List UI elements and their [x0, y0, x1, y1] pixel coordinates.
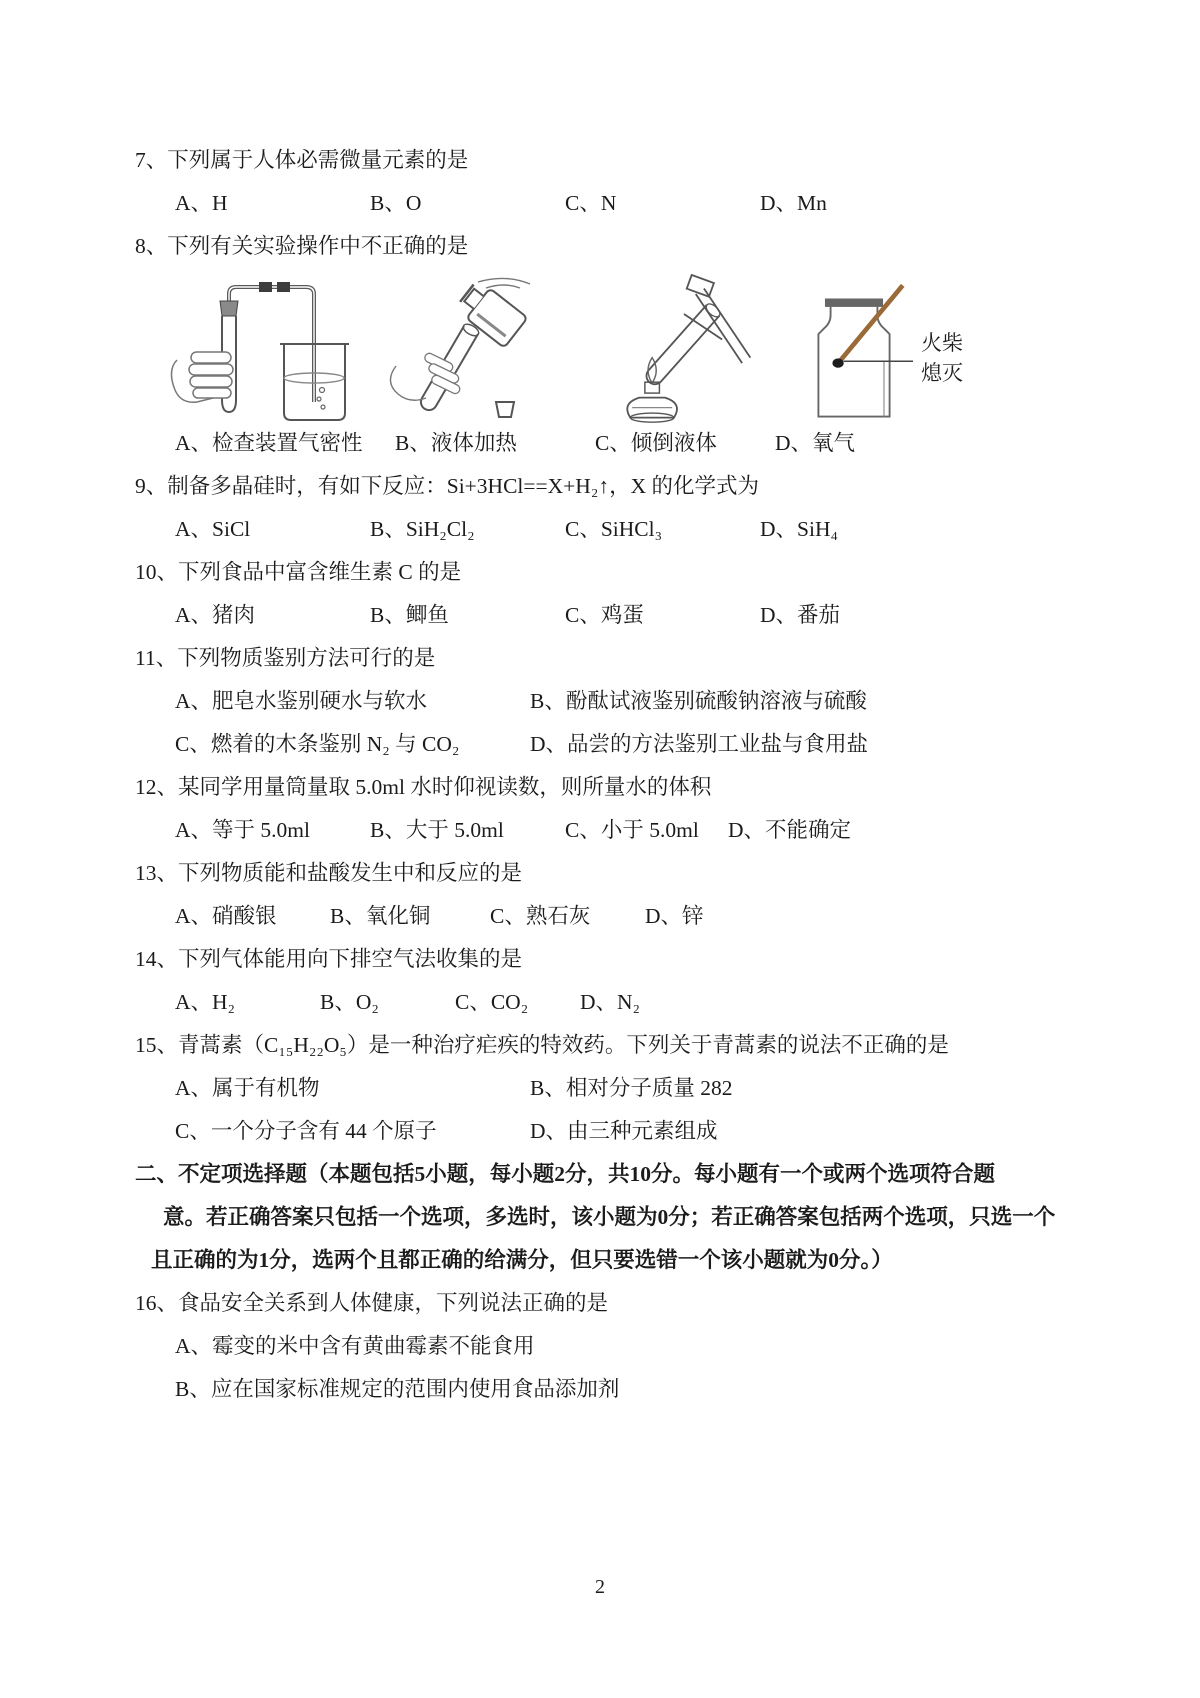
q15-options-row-1 — [135, 1073, 1075, 1103]
q12-option-c: C、小于 5.0ml — [565, 818, 699, 842]
q11-option-a: A、肥皂水鉴别硬水与软水 — [175, 689, 428, 713]
q8-figure-label-d: D、氧气 — [775, 431, 856, 455]
exam-content — [135, 145, 1075, 1417]
q11-stem: 11、下列物质鉴别方法可行的是 — [135, 646, 436, 670]
q16-option-a: A、霉变的米中含有黄曲霉素不能食用 — [175, 1334, 535, 1358]
q8-figures-row — [135, 274, 1075, 424]
q14-option-b: B、O₂ — [320, 990, 379, 1014]
q10-option-d: D、番茄 — [760, 603, 841, 627]
section2-header-line2: 意。若正确答案只包括一个选项，多选时，该小题为0分；若正确答案包括两个选项，只选一个 — [163, 1205, 1056, 1229]
figure-heating-liquid — [586, 274, 761, 424]
q10-options-row — [135, 600, 1075, 630]
section2-header-line3: 且正确的为1分，选两个且都正确的给满分，但只要选错一个该小题就为0分。） — [151, 1248, 893, 1272]
q13-option-d: D、锌 — [645, 904, 704, 928]
q12-options-row — [135, 815, 1075, 845]
q12-option-d: D、不能确定 — [728, 818, 852, 842]
q7-option-d: D、Mn — [760, 191, 827, 215]
match-extinguished-caption: 火柴熄灭 — [921, 331, 963, 386]
q9-option-c: C、SiHCl₃ — [565, 517, 663, 541]
q14-option-c: C、CO₂ — [455, 990, 529, 1014]
q15-option-d: D、由三种元素组成 — [530, 1119, 718, 1143]
section2-header-line1: 二、不定项选择题（本题包括5小题，每小题2分，共10分。每小题有一个或两个选项符合题 — [135, 1162, 996, 1186]
q8-figure-labels-row — [135, 428, 1075, 458]
q8-figure-label-b: B、液体加热 — [395, 431, 517, 455]
q16-option-row-b — [135, 1374, 1075, 1404]
heating-illustration — [586, 274, 761, 424]
q7-option-b: B、O — [370, 191, 422, 215]
q11-option-c: C、燃着的木条鉴别 N₂ 与 CO₂ — [175, 732, 460, 756]
airtightness-check-illustration — [163, 274, 358, 424]
q9-option-d: D、SiH₄ — [760, 517, 838, 541]
q10-option-b: B、鲫鱼 — [370, 603, 449, 627]
figure-pouring-liquid — [378, 274, 538, 424]
q7-option-c: C、N — [565, 191, 617, 215]
q13-stem: 13、下列物质能和盐酸发生中和反应的是 — [135, 861, 523, 885]
q12-stem: 12、某同学用量筒量取 5.0ml 水时仰视读数，则所量水的体积 — [135, 775, 712, 799]
page-number: 2 — [595, 1576, 605, 1598]
q11-option-b: B、酚酞试液鉴别硫酸钠溶液与硫酸 — [530, 689, 867, 713]
q14-stem: 14、下列气体能用向下排空气法收集的是 — [135, 947, 523, 971]
q10-option-c: C、鸡蛋 — [565, 603, 644, 627]
q16-option-row-a — [135, 1331, 1075, 1361]
q8-figure-label-c: C、倾倒液体 — [595, 431, 717, 455]
q7-options-row — [135, 188, 1075, 218]
q12-option-b: B、大于 5.0ml — [370, 818, 504, 842]
q9-option-a: A、SiCl — [175, 517, 251, 541]
q15-stem: 15、青蒿素（C₁₅H₂₂O₅）是一种治疗疟疾的特效药。下列关于青蒿素的说法不正确的是 — [135, 1033, 949, 1057]
q9-options-row — [135, 514, 1075, 544]
q7-stem: 7、下列属于人体必需微量元素的是 — [135, 148, 469, 172]
figure-oxygen-bottle — [789, 276, 989, 424]
q13-option-c: C、熟石灰 — [490, 904, 591, 928]
q14-options-row — [135, 987, 1075, 1017]
q15-option-a: A、属于有机物 — [175, 1076, 320, 1100]
pouring-liquid-illustration — [378, 274, 538, 424]
q10-option-a: A、猪肉 — [175, 603, 256, 627]
q12-option-a: A、等于 5.0ml — [175, 818, 310, 842]
q16-option-b: B、应在国家标准规定的范围内使用食品添加剂 — [175, 1377, 620, 1401]
q14-option-d: D、N₂ — [580, 990, 641, 1014]
q16-stem: 16、食品安全关系到人体健康，下列说法正确的是 — [135, 1291, 609, 1315]
q13-options-row — [135, 901, 1075, 931]
q9-option-b: B、SiH₂Cl₂ — [370, 517, 475, 541]
q8-figure-label-a: A、检查装置气密性 — [175, 431, 363, 455]
q9-stem: 9、制备多晶硅时，有如下反应：Si+3HCl==X+H₂↑，X 的化学式为 — [135, 474, 759, 498]
q8-stem: 8、下列有关实验操作中不正确的是 — [135, 234, 469, 258]
q11-option-d: D、品尝的方法鉴别工业盐与食用盐 — [530, 732, 869, 756]
oxygen-bottle-illustration — [789, 276, 919, 424]
q13-option-b: B、氧化铜 — [330, 904, 431, 928]
q15-option-c: C、一个分子含有 44 个原子 — [175, 1119, 437, 1143]
figure-airtightness-check — [163, 274, 358, 424]
q7-option-a: A、H — [175, 191, 228, 215]
q11-options-row-2 — [135, 729, 1075, 759]
q10-stem: 10、下列食品中富含维生素 C 的是 — [135, 560, 462, 584]
q15-option-b: B、相对分子质量 282 — [530, 1076, 733, 1100]
q15-options-row-2 — [135, 1116, 1075, 1146]
q14-option-a: A、H₂ — [175, 990, 236, 1014]
q11-options-row-1 — [135, 686, 1075, 716]
q13-option-a: A、硝酸银 — [175, 904, 277, 928]
